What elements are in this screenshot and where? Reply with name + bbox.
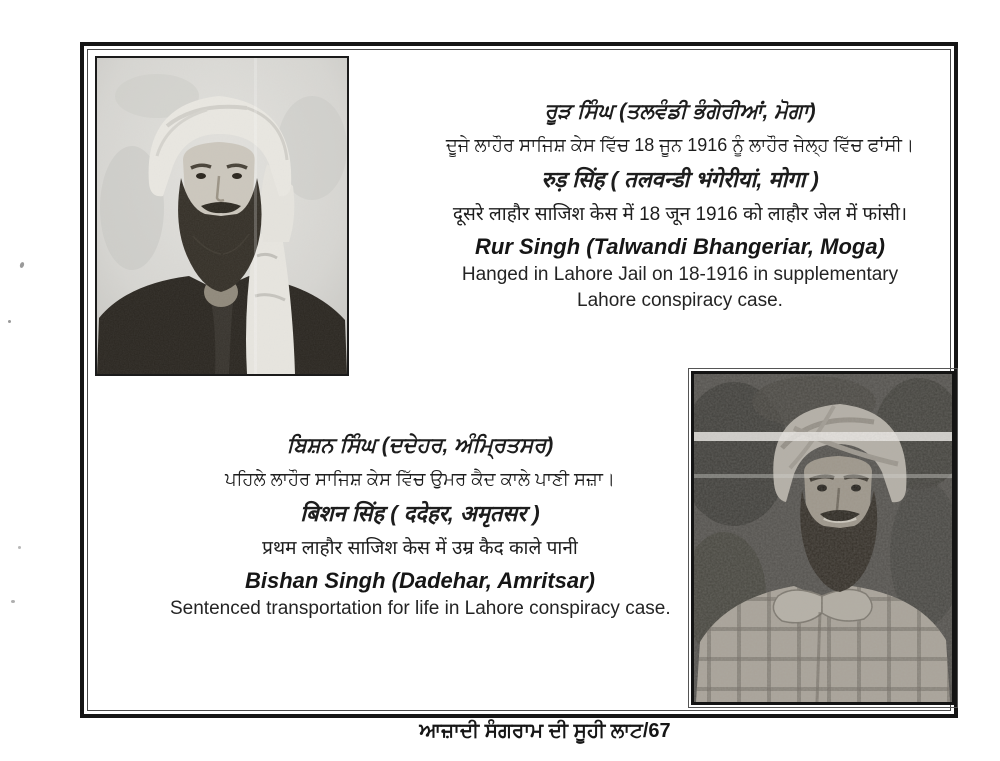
photo-bishan-singh — [691, 371, 955, 705]
rur-singh-hindi-name: रुड़ सिंह ( तलवन्डी भंगेरीयां, मोगा ) — [541, 167, 819, 192]
rur-singh-english-name: Rur Singh (Talwandi Bhangeriar, Moga) — [475, 234, 885, 259]
photo-bishan-singh-image — [694, 374, 952, 702]
bishan-singh-punjabi-detail: ਪਹਿਲੇ ਲਾਹੌਰ ਸਾਜਿਸ਼ ਕੇਸ ਵਿੱਚ ਉਮਰ ਕੈਦ ਕਾਲੇ ਪਾਣੀ ਸਜ਼ਾ। — [225, 469, 615, 489]
bishan-singh-hindi-name: बिशन सिंह ( ददेहर, अमृतसर ) — [300, 501, 540, 526]
page-footer-title: ਆਜ਼ਾਦੀ ਸੰਗਰਾਮ ਦੀ ਸੂਹੀ ਲਾਟ/67 — [419, 720, 671, 742]
bishan-singh-english-detail: Sentenced transportation for life in Lahore conspiracy case. — [170, 598, 671, 619]
caption-rur-singh — [430, 96, 930, 314]
caption-bishan-singh — [170, 430, 670, 622]
bishan-singh-punjabi-name: ਬਿਸ਼ਨ ਸਿੰਘ (ਦਦੇਹਰ, ਅੰਮ੍ਰਿਤਸਰ) — [286, 434, 554, 457]
bishan-singh-english-name: Bishan Singh (Dadehar, Amritsar) — [244, 568, 596, 593]
photo1-grain — [97, 58, 347, 374]
photo-rur-singh — [95, 56, 349, 376]
bishan-singh-hindi-detail: प्रथम लाहौर साजिश केस में उम्र कैद काले पानी — [262, 538, 578, 559]
scan-speck — [18, 546, 21, 549]
rur-singh-punjabi-detail: ਦੂਜੇ ਲਾਹੌਰ ਸਾਜਿਸ਼ ਕੇਸ ਵਿੱਚ 18 ਜੂਨ 1916 ਨੂੰ ਲਾਹੌਰ ਜੇਲ੍ਹ ਵਿੱਚ ਫਾਂਸੀ। — [445, 135, 915, 155]
scan-speck — [11, 600, 15, 603]
photo2-grain — [694, 374, 952, 702]
rur-singh-english-detail: Lahore conspiracy case. — [577, 290, 783, 311]
scan-speck — [8, 320, 11, 323]
rur-singh-punjabi-name: ਰੂੜ ਸਿੰਘ (ਤਲਵੰਡੀ ਭੰਗੇਰੀਆਂ, ਮੋਗਾ) — [544, 100, 816, 123]
rur-singh-hindi-detail: दूसरे लाहौर साजिश केस में 18 जून 1916 को लाहौर जेल में फांसी। — [452, 204, 908, 225]
rur-singh-english-detail: Hanged in Lahore Jail on 18-1916 in supplementary — [461, 264, 899, 285]
scan-speck — [19, 261, 25, 268]
photo-rur-singh-image — [97, 58, 347, 374]
